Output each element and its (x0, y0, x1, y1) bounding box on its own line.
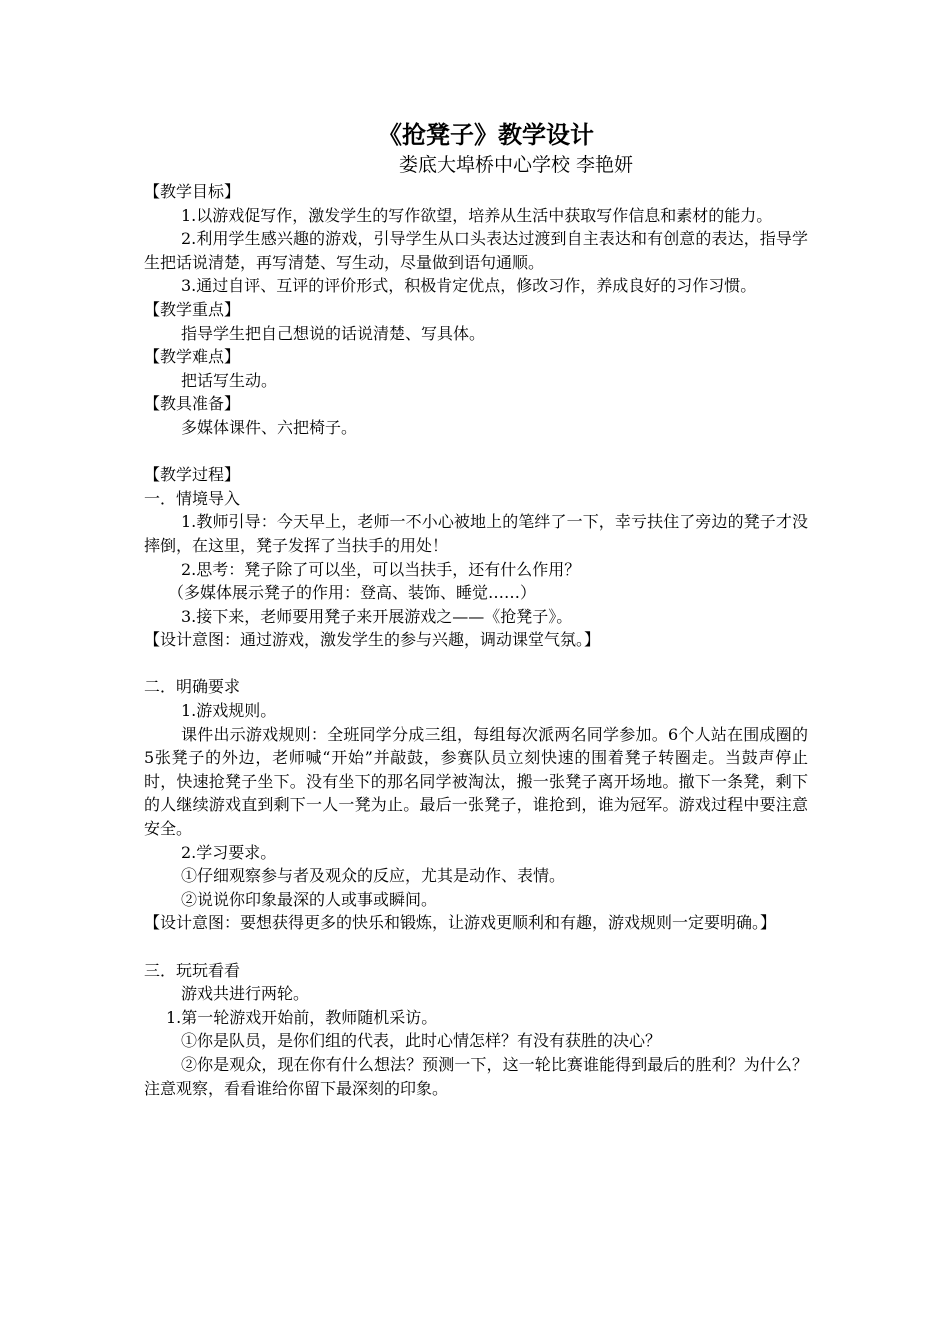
paragraph: 1.教师引导：今天早上，老师一不小心被地上的笔绊了一下，幸亏扶住了旁边的凳子才没摔倒，在这里，凳子发挥了当扶手的用处！ (144, 512, 808, 555)
difficulty-text: 把话写生动。 (181, 370, 278, 390)
document-title: 《抢凳子》教学设计 (378, 120, 594, 149)
section-heading-key-point: 【教学重点】 (144, 299, 241, 319)
author-line: 娄底大埠桥中心学校 李艳妍 (398, 154, 634, 176)
paragraph: ①仔细观察参与者及观众的反应，尤其是动作、表情。 (181, 866, 566, 886)
paragraph: 2.思考：凳子除了可以坐，可以当扶手，还有什么作用？ (181, 559, 581, 579)
paragraph: 游戏共进行两轮。 (181, 984, 310, 1004)
paragraph: 课件出示游戏规则：全班同学分成三组，每组每次派两名同学参加。6个人站在围成圈的5张凳子的外边，老师喊“开始”并敲鼓，参赛队员立刻快速的围着凳子转圈走。当鼓声停止时，快速抢凳子坐下。没有坐下的那名同学被淘汰，搬一张凳子离开场地。撤下一条凳，剩下的人继续游戏直到剩下一人一凳为止。最后一张凳子，谁抢到，谁为冠军。游戏过程中要注意安全。 (144, 724, 808, 839)
section-heading-process: 【教学过程】 (144, 465, 241, 485)
objective-item: 3.通过自评、互评的评价形式，积极肯定优点，修改习作，养成良好的习作习惯。 (181, 276, 757, 296)
paragraph: 1.第一轮游戏开始前，教师随机采访。 (166, 1007, 438, 1027)
section-heading-difficulty: 【教学难点】 (144, 347, 241, 367)
document-page (144, 120, 808, 1100)
design-intent: 【设计意图：要想获得更多的快乐和锻炼，让游戏更顺利和有趣，游戏规则一定要明确。】 (144, 913, 777, 933)
paragraph: （多媒体展示凳子的作用：登高、装饰、睡觉……） (168, 583, 537, 603)
paragraph: 2.学习要求。 (181, 842, 277, 862)
blank-line (144, 935, 808, 959)
objective-item: 1.以游戏促写作，激发学生的写作欲望，培养从生活中获取写作信息和素材的能力。 (181, 205, 773, 225)
step-title: 三．玩玩看看 (144, 960, 241, 980)
section-heading-preparation: 【教具准备】 (144, 394, 241, 414)
section-heading-objectives: 【教学目标】 (144, 182, 241, 201)
paragraph: ②你是观众，现在你有什么想法？预测一下，这一轮比赛谁能得到最后的胜利？为什么？注意观察，看看谁给你留下最深刻的印象。 (144, 1054, 808, 1098)
preparation-text: 多媒体课件、六把椅子。 (181, 417, 358, 437)
paragraph: ②说说你印象最深的人或事或瞬间。 (181, 889, 438, 909)
paragraph: 1.游戏规则。 (181, 701, 277, 721)
paragraph: ①你是队员，是你们组的代表，此时心情怎样？有没有获胜的决心？ (181, 1031, 662, 1051)
step-title: 一．情境导入 (144, 488, 241, 508)
key-point-text: 指导学生把自己想说的话说清楚、写具体。 (181, 323, 486, 343)
document-body (144, 180, 808, 1100)
paragraph: 3.接下来，老师要用凳子来开展游戏之——《抢凳子》。 (181, 606, 573, 626)
blank-line (144, 652, 808, 676)
design-intent: 【设计意图：通过游戏，激发学生的参与兴趣，调动课堂气氛。】 (144, 630, 601, 650)
objective-item: 2.利用学生感兴趣的游戏，引导学生从口头表达过渡到自主表达和有创意的表达，指导学生把话说清楚，再写清楚、写生动，尽量做到语句通顺。 (144, 229, 808, 272)
step-title: 二．明确要求 (144, 677, 241, 697)
blank-line (144, 440, 808, 464)
